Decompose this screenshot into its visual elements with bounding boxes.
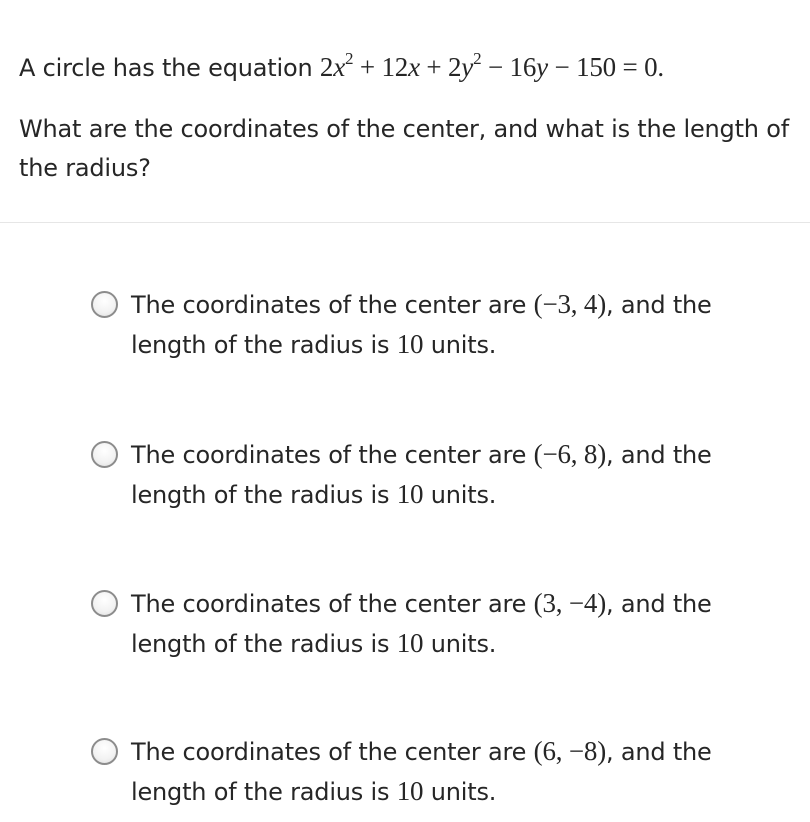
answer-option-text: The coordinates of the center are (3, −4), and the length of the radius is 10 units. — [131, 588, 712, 658]
answer-option-text: The coordinates of the center are (−3, 4), and the length of the radius is 10 units. — [131, 289, 712, 359]
radio-button-icon[interactable] — [91, 291, 118, 318]
radio-button-icon[interactable] — [91, 738, 118, 765]
answer-option-2[interactable] — [91, 435, 791, 525]
answer-option-1[interactable] — [91, 285, 791, 375]
divider — [0, 222, 810, 223]
question-intro: A circle has the equation — [19, 54, 313, 82]
question-equation-line — [19, 42, 664, 87]
radio-button-icon[interactable] — [91, 590, 118, 617]
question-prompt: What are the coordinates of the center, and what is the length of the radius? — [19, 115, 789, 182]
answer-option-text: The coordinates of the center are (−6, 8), and the length of the radius is 10 units. — [131, 439, 712, 509]
answer-option-4[interactable] — [91, 732, 791, 822]
radio-button-icon[interactable] — [91, 441, 118, 468]
answer-option-text: The coordinates of the center are (6, −8), and the length of the radius is 10 units. — [131, 736, 712, 806]
answer-option-3[interactable] — [91, 584, 791, 674]
circle-equation: $2x^2 + 12x + 2y^2 - 16y - 150 = 0$. — [319, 49, 664, 82]
